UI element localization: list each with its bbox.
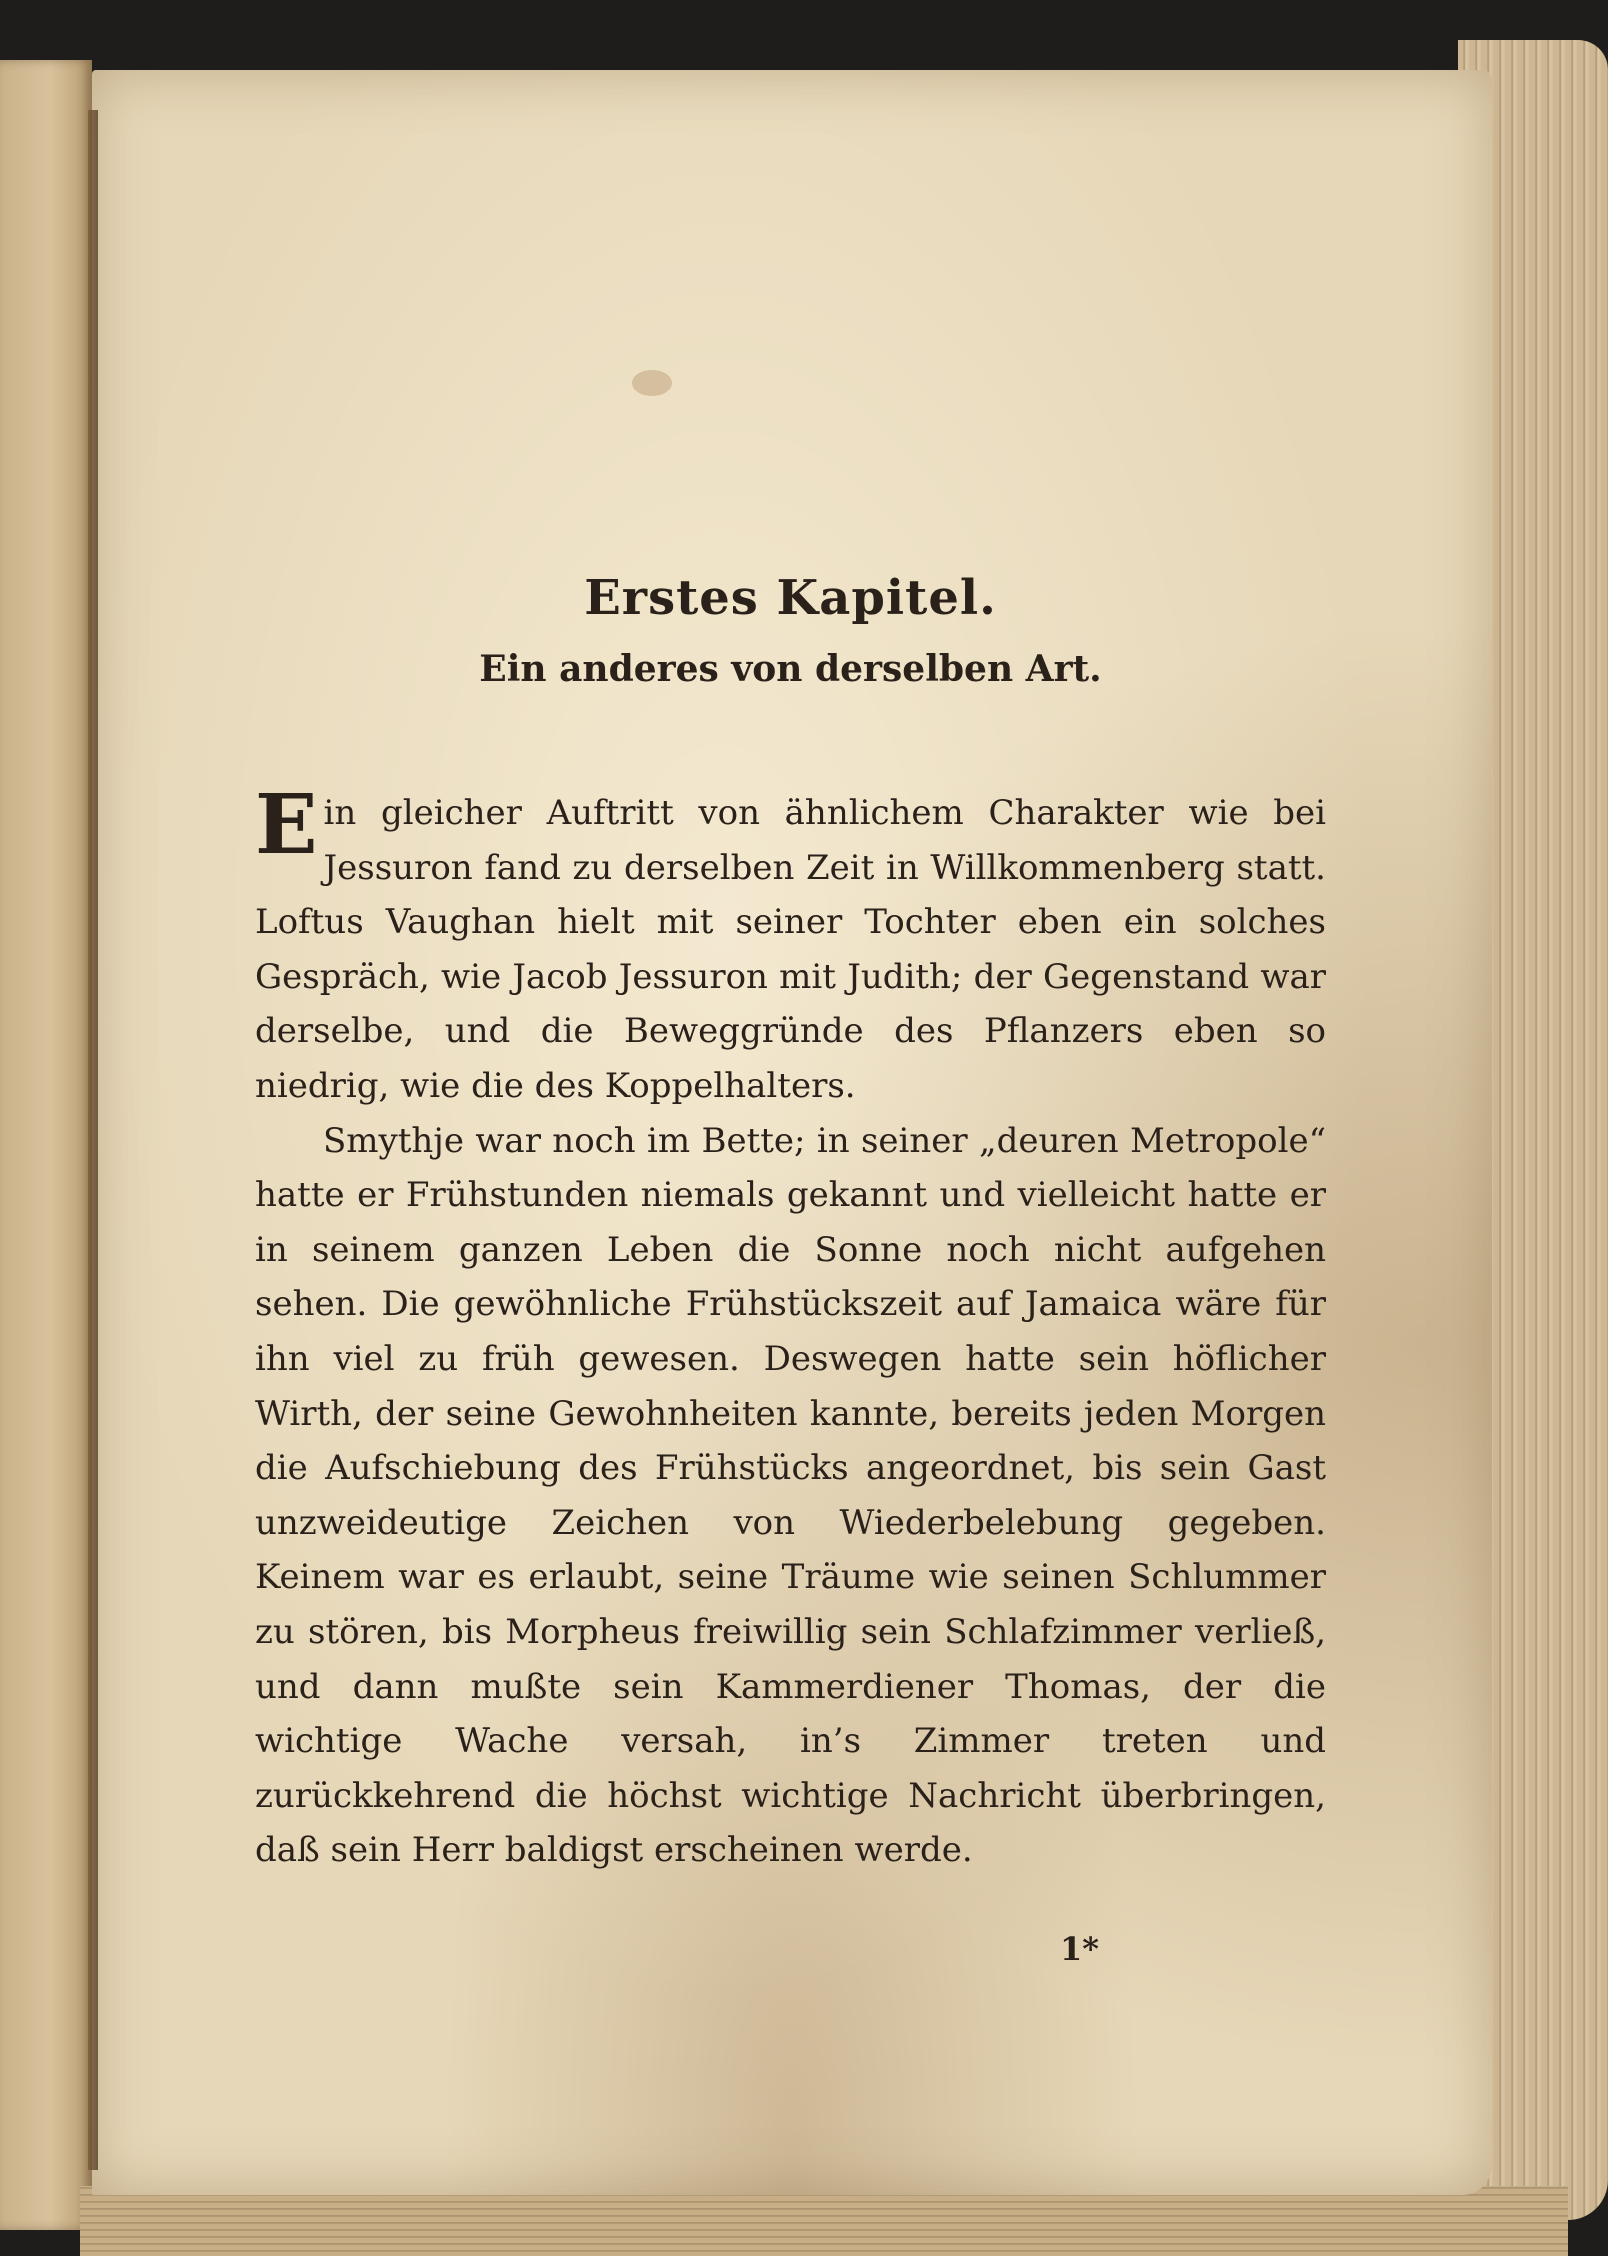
previous-page-edge	[0, 60, 92, 2230]
chapter-subtitle: Ein anderes von derselben Art.	[479, 648, 1102, 690]
paper-stain	[632, 370, 672, 396]
paragraph-1-text: in gleicher Auftritt von ähnlichem Charakter wie bei Jessuron fand zu derselben Zeit in Willkommenberg statt. Loftus Vaughan hielt mit seiner Tochter eben ein solches Gespräch, wie Jacob Jessuron mit Judith; der Gegenstand war derselbe, und die Beweggründe des Pflanzers eben so niedrig, wie die des Koppelhalters.	[255, 793, 1326, 1106]
drop-cap: E	[255, 777, 318, 873]
paragraph-2: Smythje war noch im Bette; in seiner „deuren Metropole“ hatte er Frühstunden niemals gekannt und vielleicht hatte er in seinem ganzen Leben die Sonne noch nicht aufgehen sehen. Die gewöhnliche Frühstückszeit auf Jamaica wäre für ihn viel zu früh gewesen. Deswegen hatte sein höflicher Wirth, der seine Gewohnheiten kannte, bereits jeden Morgen die Aufschiebung des Frühstücks angeordnet, bis sein Gast unzweideutige Zeichen von Wiederbelebung gegeben. Keinem war es erlaubt, seine Träume wie seinen Schlummer zu stören, bis Morpheus freiwillig sein Schlafzimmer verließ, und dann mußte sein Kammerdiener Thomas, der die wichtige Wache versah, in’s Zimmer treten und zurückkehrend die höchst wichtige Nachricht überbringen, daß sein Herr baldigst erscheinen werde.	[255, 1120, 1326, 1871]
spine-shadow	[88, 110, 98, 2170]
chapter-title: Erstes Kapitel.	[584, 570, 997, 626]
paragraph-1	[255, 777, 1326, 1114]
bottom-page-edges	[80, 2186, 1568, 2256]
book-page	[92, 70, 1492, 2195]
body-text	[255, 777, 1326, 1878]
signature-mark: 1*	[1060, 1930, 1099, 1968]
